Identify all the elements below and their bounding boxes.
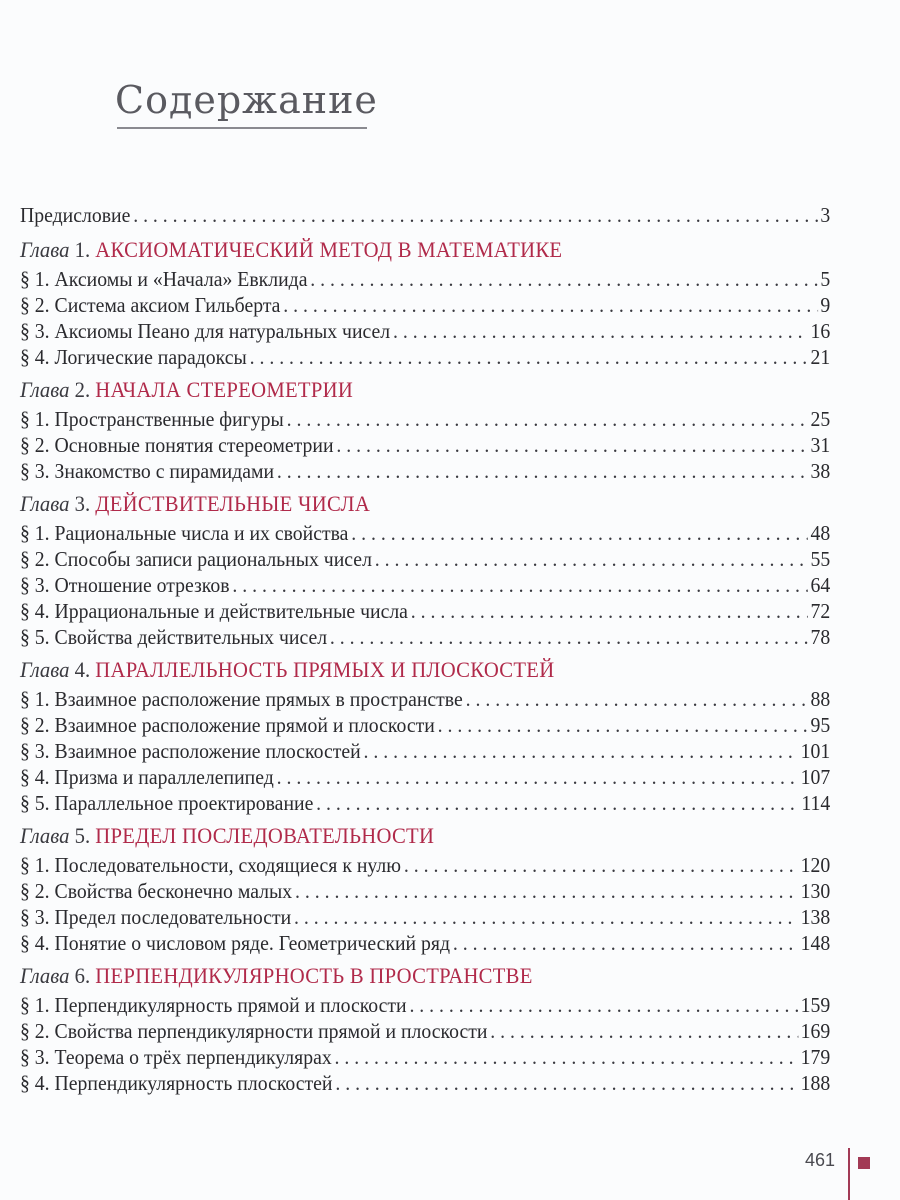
toc-label: § 5. Свойства действительных чисел (20, 625, 328, 649)
toc-label: § 2. Основные понятия стереометрии (20, 433, 334, 457)
toc-page-number: 25 (810, 407, 831, 431)
toc-label: § 4. Призма и параллелепипед (20, 765, 274, 789)
toc-page-number: 3 (820, 203, 831, 227)
toc-page-number: 38 (810, 459, 831, 483)
leader-dots (250, 344, 808, 370)
toc-page-number: 78 (810, 625, 831, 649)
toc-row[interactable] (20, 1070, 830, 1096)
toc-label: § 3. Аксиомы Пеано для натуральных чисел (20, 319, 391, 343)
leader-dots (438, 712, 808, 738)
leader-dots (287, 406, 808, 432)
chapter-number: 6. (74, 963, 91, 988)
toc-row[interactable] (20, 852, 830, 878)
toc-page-number: 148 (800, 931, 831, 955)
toc-label: § 2. Взаимное расположение прямой и плоскости (20, 713, 435, 737)
chapter-number: 4. (74, 657, 91, 682)
chapter-heading[interactable] (20, 488, 781, 520)
chapter-word: Глава (20, 963, 70, 988)
toc-row[interactable] (20, 738, 830, 764)
chapter-heading[interactable] (20, 654, 781, 686)
leader-dots (466, 686, 808, 712)
leader-dots (490, 1018, 798, 1044)
leader-dots (393, 318, 808, 344)
toc-row[interactable] (20, 686, 830, 712)
chapter-block-5 (20, 820, 830, 956)
chapter-title: НАЧАЛА СТЕРЕОМЕТРИИ (95, 377, 354, 402)
toc-row[interactable] (20, 790, 830, 816)
leader-dots (411, 598, 808, 624)
toc-page-number: 159 (800, 993, 831, 1017)
toc-label: § 1. Перпендикулярность прямой и плоскости (20, 993, 407, 1017)
toc-label: § 2. Свойства перпендикулярности прямой и плоскости (20, 1019, 488, 1043)
leader-dots (330, 624, 808, 650)
chapter-block-4 (20, 654, 830, 816)
toc-page-number: 9 (820, 293, 831, 317)
toc-row[interactable] (20, 520, 830, 546)
leader-dots (133, 200, 817, 230)
toc-page-number: 64 (810, 573, 831, 597)
toc-row[interactable] (20, 764, 830, 790)
toc-page-number: 101 (800, 739, 831, 763)
chapter-title: ПЕРПЕНДИКУЛЯРНОСТЬ В ПРОСТРАНСТВЕ (95, 963, 533, 988)
toc-page-number: 88 (810, 687, 831, 711)
chapter-heading[interactable] (20, 234, 781, 266)
toc-row-preface[interactable] (20, 200, 830, 230)
toc-row[interactable] (20, 318, 830, 344)
chapter-heading[interactable] (20, 820, 781, 852)
toc-label: Предисловие (20, 203, 131, 227)
toc-label: § 5. Параллельное проектирование (20, 791, 314, 815)
toc-row[interactable] (20, 266, 830, 292)
toc-page-number: 120 (800, 853, 831, 877)
toc-label: § 3. Теорема о трёх перпендикулярах (20, 1045, 332, 1069)
toc-page-number: 5 (820, 267, 831, 291)
chapter-block-3 (20, 488, 830, 650)
toc-row[interactable] (20, 930, 830, 956)
leader-dots (409, 992, 797, 1018)
chapter-word: Глава (20, 237, 70, 262)
toc-page-number: 48 (810, 521, 831, 545)
chapter-block-1 (20, 234, 830, 370)
leader-dots (404, 852, 798, 878)
leader-dots (295, 878, 798, 904)
leader-dots (335, 1044, 798, 1070)
toc-label: § 1. Аксиомы и «Начала» Евклида (20, 267, 308, 291)
toc-row[interactable] (20, 292, 830, 318)
leader-dots (351, 520, 807, 546)
chapter-title: АКСИОМАТИЧЕСКИЙ МЕТОД В МАТЕМАТИКЕ (95, 237, 563, 262)
chapter-word: Глава (20, 657, 70, 682)
table-of-contents (20, 200, 830, 1096)
toc-label: § 1. Рациональные числа и их свойства (20, 521, 349, 545)
toc-label: § 3. Знакомство с пирамидами (20, 459, 275, 483)
chapter-word: Глава (20, 491, 70, 516)
leader-dots (277, 458, 808, 484)
leader-dots (363, 738, 797, 764)
toc-page-number: 169 (800, 1019, 831, 1043)
toc-row[interactable] (20, 598, 830, 624)
leader-dots (294, 904, 798, 930)
title-underline (117, 127, 367, 129)
toc-row[interactable] (20, 1018, 830, 1044)
toc-label: § 4. Логические парадоксы (20, 345, 247, 369)
toc-page-number: 130 (800, 879, 831, 903)
leader-dots (336, 432, 807, 458)
toc-row[interactable] (20, 406, 830, 432)
toc-row[interactable] (20, 878, 830, 904)
toc-page-number: 55 (810, 547, 831, 571)
toc-row[interactable] (20, 432, 830, 458)
toc-label: § 4. Иррациональные и действительные числа (20, 599, 408, 623)
toc-page-number: 95 (810, 713, 831, 737)
toc-page-number: 138 (800, 905, 831, 929)
toc-label: § 3. Взаимное расположение плоскостей (20, 739, 361, 763)
toc-label: § 3. Отношение отрезков (20, 573, 230, 597)
chapter-heading[interactable] (20, 374, 781, 406)
leader-dots (375, 546, 808, 572)
toc-page-number: 107 (800, 765, 831, 789)
folio-vertical-rule (848, 1148, 850, 1200)
toc-row[interactable] (20, 624, 830, 650)
toc-row[interactable] (20, 546, 830, 572)
leader-dots (283, 292, 817, 318)
toc-label: § 1. Взаимное расположение прямых в пространстве (20, 687, 463, 711)
toc-row[interactable] (20, 712, 830, 738)
leader-dots (316, 790, 798, 816)
toc-row[interactable] (20, 992, 830, 1018)
leader-dots (310, 266, 817, 292)
folio-square-marker-icon (858, 1157, 870, 1169)
toc-page-number: 114 (801, 791, 831, 815)
page-number: 461 (805, 1150, 836, 1170)
leader-dots (232, 572, 807, 598)
leader-dots (277, 764, 798, 790)
toc-page-number: 31 (810, 433, 831, 457)
toc-page-number: 179 (800, 1045, 831, 1069)
toc-page-number: 188 (800, 1071, 831, 1095)
toc-label: § 2. Способы записи рациональных чисел (20, 547, 372, 571)
toc-page-number: 16 (810, 319, 831, 343)
chapter-block-2 (20, 374, 830, 484)
toc-label: § 2. Свойства бесконечно малых (20, 879, 293, 903)
chapter-number: 5. (74, 823, 91, 848)
toc-page-number: 72 (810, 599, 831, 623)
toc-row[interactable] (20, 458, 830, 484)
toc-row[interactable] (20, 1044, 830, 1070)
chapter-heading[interactable] (20, 960, 781, 992)
chapter-block-6 (20, 960, 830, 1096)
chapter-number: 2. (74, 377, 91, 402)
chapter-word: Глава (20, 377, 70, 402)
toc-label: § 2. Система аксиом Гильберта (20, 293, 281, 317)
toc-label: § 4. Перпендикулярность плоскостей (20, 1071, 333, 1095)
chapter-title: ПАРАЛЛЕЛЬНОСТЬ ПРЯМЫХ И ПЛОСКОСТЕЙ (95, 657, 555, 682)
page-title: Содержание (115, 78, 378, 122)
toc-label: § 4. Понятие о числовом ряде. Геометрический ряд (20, 931, 451, 955)
leader-dots (335, 1070, 798, 1096)
toc-row[interactable] (20, 572, 830, 598)
toc-row[interactable] (20, 904, 830, 930)
chapter-number: 3. (74, 491, 91, 516)
toc-label: § 3. Предел последовательности (20, 905, 292, 929)
chapter-number: 1. (74, 237, 91, 262)
leader-dots (453, 930, 798, 956)
toc-label: § 1. Последовательности, сходящиеся к нулю (20, 853, 402, 877)
chapter-title: ДЕЙСТВИТЕЛЬНЫЕ ЧИСЛА (95, 491, 371, 516)
toc-label: § 1. Пространственные фигуры (20, 407, 284, 431)
chapter-title: ПРЕДЕЛ ПОСЛЕДОВАТЕЛЬНОСТИ (95, 823, 435, 848)
toc-page-number: 21 (810, 345, 831, 369)
toc-row[interactable] (20, 344, 830, 370)
chapter-word: Глава (20, 823, 70, 848)
